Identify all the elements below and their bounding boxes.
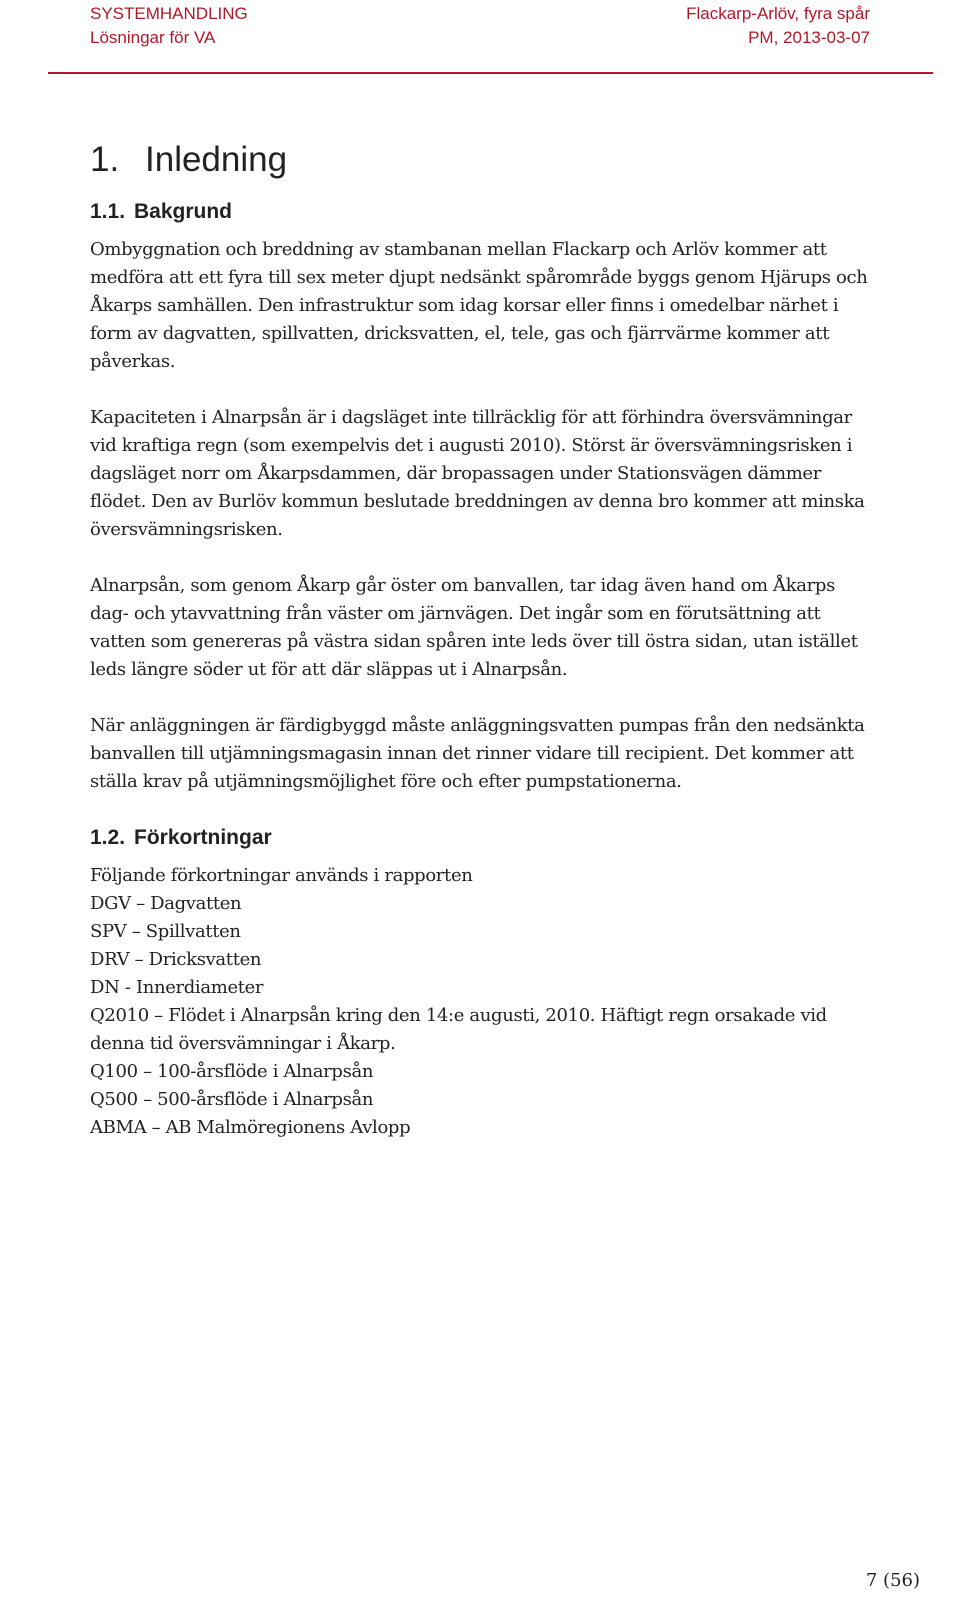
- document-type-label: SYSTEMHANDLING: [90, 4, 248, 23]
- subsection-number: 1.2.: [90, 826, 126, 849]
- section-heading-inledning: [90, 138, 870, 182]
- subsection-heading-bakgrund: [90, 198, 870, 226]
- paragraph-2: Kapaciteten i Alnarpsån är i dagsläget inte tillräcklig för att förhindra översvämningar vid kraftiga regn (som exempelvis det i augusti 2010). Störst är översvämningsrisken i dagsläget norr om Åkarpsdammen, där bropassagen under Stationsvägen dämmer flödet. Den av Burlöv kommun beslutade breddningen av denna bro kommer att minska översvämningsrisken.: [90, 407, 865, 540]
- subsection-title: Förkortningar: [134, 826, 272, 849]
- page-header: [90, 2, 870, 50]
- abbreviation-item: Q2010 – Flödet i Alnarpsån kring den 14:e augusti, 2010. Häftigt regn orsakade vid denna tid översvämningar i Åkarp.: [90, 1005, 827, 1054]
- header-divider: [48, 72, 933, 74]
- abbreviation-item: SPV – Spillvatten: [90, 921, 241, 942]
- subsection-heading-forkortningar: [90, 824, 870, 852]
- abbreviation-item: DN - Innerdiameter: [90, 977, 264, 998]
- paragraph-4: När anläggningen är färdigbyggd måste anläggningsvatten pumpas från den nedsänkta banvallen till utjämningsmagasin innan det rinner vidare till recipient. Det kommer att ställa krav på utjämningsmöjlighet före och efter pumpstationerna.: [90, 715, 865, 792]
- paragraph-1: Ombyggnation och breddning av stambanan mellan Flackarp och Arlöv kommer att medföra att ett fyra till sex meter djupt nedsänkt spårområde byggs genom Hjärups och Åkarps samhällen. Den infrastruktur som idag korsar eller finns i omedelbar närhet i form av dagvatten, spillvatten, dricksvatten, el, tele, gas och fjärrvärme kommer att påverkas.: [90, 239, 868, 372]
- section-number: 1.: [90, 140, 120, 179]
- page-body: [90, 138, 870, 1142]
- section-title: Inledning: [145, 140, 288, 179]
- abbreviation-item: Q100 – 100-årsflöde i Alnarpsån: [90, 1061, 374, 1082]
- subsection-number: 1.1.: [90, 200, 126, 223]
- abbreviation-item: Q500 – 500-årsflöde i Alnarpsån: [90, 1089, 374, 1110]
- abbreviation-item: DRV – Dricksvatten: [90, 949, 262, 970]
- abbreviation-item: ABMA – AB Malmöregionens Avlopp: [90, 1117, 411, 1138]
- document-subject-label: Lösningar för VA: [90, 28, 216, 47]
- abbreviation-item: DGV – Dagvatten: [90, 893, 242, 914]
- project-name-label: Flackarp-Arlöv, fyra spår: [686, 4, 870, 23]
- abbreviation-intro: Följande förkortningar används i rapporten: [90, 865, 473, 886]
- subsection-title: Bakgrund: [134, 200, 233, 223]
- abbreviation-list: [90, 862, 870, 1142]
- paragraph-3: Alnarpsån, som genom Åkarp går öster om banvallen, tar idag även hand om Åkarps dag- och ytavvattning från väster om järnvägen. Det ingår som en förutsättning att vatten som genereras på västra sidan spåren inte leds över till östra sidan, utan istället leds längre söder ut för att där släppas ut i Alnarpsån.: [90, 575, 858, 680]
- document-date-label: PM, 2013-03-07: [748, 28, 870, 47]
- page-number: 7 (56): [865, 1570, 920, 1591]
